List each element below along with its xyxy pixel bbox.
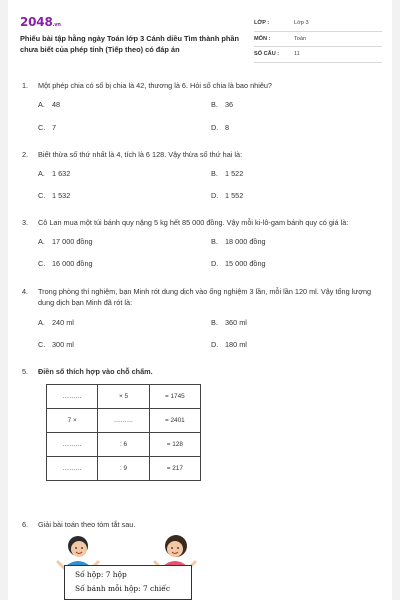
option-1c[interactable]: C. 7 [38, 123, 57, 132]
meta-value: Toán [294, 35, 307, 42]
option-4b[interactable]: B. 360 ml [211, 318, 247, 327]
question-number: 4. [22, 287, 29, 296]
option-3a[interactable]: A. 17 000 đồng [38, 237, 93, 246]
option-3b[interactable]: B. 18 000 đồng [211, 237, 266, 246]
option-2c[interactable]: C. 1 532 [38, 191, 71, 200]
option-1d[interactable]: D. 8 [211, 123, 230, 132]
question-number: 1. [22, 81, 29, 90]
table-cell: = 217 [149, 457, 200, 481]
question-number: 6. [22, 520, 29, 529]
table-cell: 7 × [47, 409, 98, 433]
question-text: Biết thừa số thứ nhất là 4, tích là 6 128. Vậy thừa số thứ hai là: [38, 150, 243, 159]
summary-illustration [52, 532, 202, 600]
table-cell: × 5 [98, 385, 149, 409]
option-1a[interactable]: A. 48 [38, 100, 61, 109]
site-logo[interactable]: 2048.vn [20, 15, 61, 29]
option-4d[interactable]: D. 180 ml [211, 340, 247, 349]
option-3c[interactable]: C. 16 000 đồng [38, 259, 93, 268]
option-2b[interactable]: B. 1 522 [211, 169, 244, 178]
worksheet-title: Phiếu bài tập hằng ngày Toán lớp 3 Cánh diều Tìm thành phần chưa biết của phép tính (Tiếp theo) có đáp án [20, 34, 240, 54]
summary-line-cakes-per-box: Số bánh mỗi hộp: 7 chiếc [75, 584, 170, 593]
question-text: Giải bài toán theo tóm tắt sau. [38, 520, 136, 529]
worksheet-page [8, 0, 392, 600]
table-row [47, 433, 201, 457]
question-text: Cô Lan mua một túi bánh quy nặng 5 kg hết 85 000 đồng. Vậy mỗi ki-lô-gam bánh quy có giá là: [38, 218, 349, 227]
meta-value: Lớp 3 [294, 20, 309, 26]
meta-key: SỐ CÂU : [254, 51, 280, 57]
table-cell: : 6 [98, 433, 149, 457]
table-cell: = 128 [149, 433, 200, 457]
question-number: 5. [22, 367, 29, 376]
summary-line-boxes: Số hộp: 7 hộp [75, 570, 127, 579]
option-2a[interactable]: A. 1 632 [38, 169, 71, 178]
option-3d[interactable]: D. 15 000 đồng [211, 259, 266, 268]
option-1b[interactable]: B. 36 [211, 100, 234, 109]
meta-row-grade [254, 16, 382, 32]
table-row [47, 457, 201, 481]
table-cell: : 9 [98, 457, 149, 481]
table-cell-blank[interactable]: ……… [47, 385, 98, 409]
table-cell-blank[interactable]: ……… [47, 457, 98, 481]
option-4a[interactable]: A. 240 ml [38, 318, 74, 327]
meta-key: LỚP : [254, 20, 270, 26]
meta-value: 11 [294, 51, 300, 57]
option-4c[interactable]: C. 300 ml [38, 340, 74, 349]
meta-row-subject [254, 32, 382, 48]
worksheet-header [20, 13, 382, 63]
meta-key: MÔN : [254, 35, 271, 42]
question-number: 2. [22, 150, 29, 159]
table-cell: = 1745 [149, 385, 200, 409]
table-cell-blank[interactable]: ……… [98, 409, 149, 433]
meta-row-question-count [254, 47, 382, 63]
table-cell: = 2401 [149, 409, 200, 433]
question-text: Điền số thích hợp vào chỗ chấm. [38, 367, 153, 376]
option-2d[interactable]: D. 1 552 [211, 191, 244, 200]
worksheet-meta [254, 16, 382, 63]
question-number: 3. [22, 218, 29, 227]
table-row [47, 385, 201, 409]
fill-in-table [46, 384, 201, 481]
summary-board [64, 565, 192, 600]
table-row [47, 409, 201, 433]
table-cell-blank[interactable]: ……… [47, 433, 98, 457]
question-text: Một phép chia có số bị chia là 42, thương là 6. Hỏi số chia là bao nhiêu? [38, 81, 272, 90]
question-text: Trong phòng thí nghiệm, bạn Minh rót dung dịch vào ống nghiệm 3 lần, mỗi lần 120 ml. Vậy tổng lượng dung dịch bạn Minh đã rót là: [38, 287, 372, 307]
